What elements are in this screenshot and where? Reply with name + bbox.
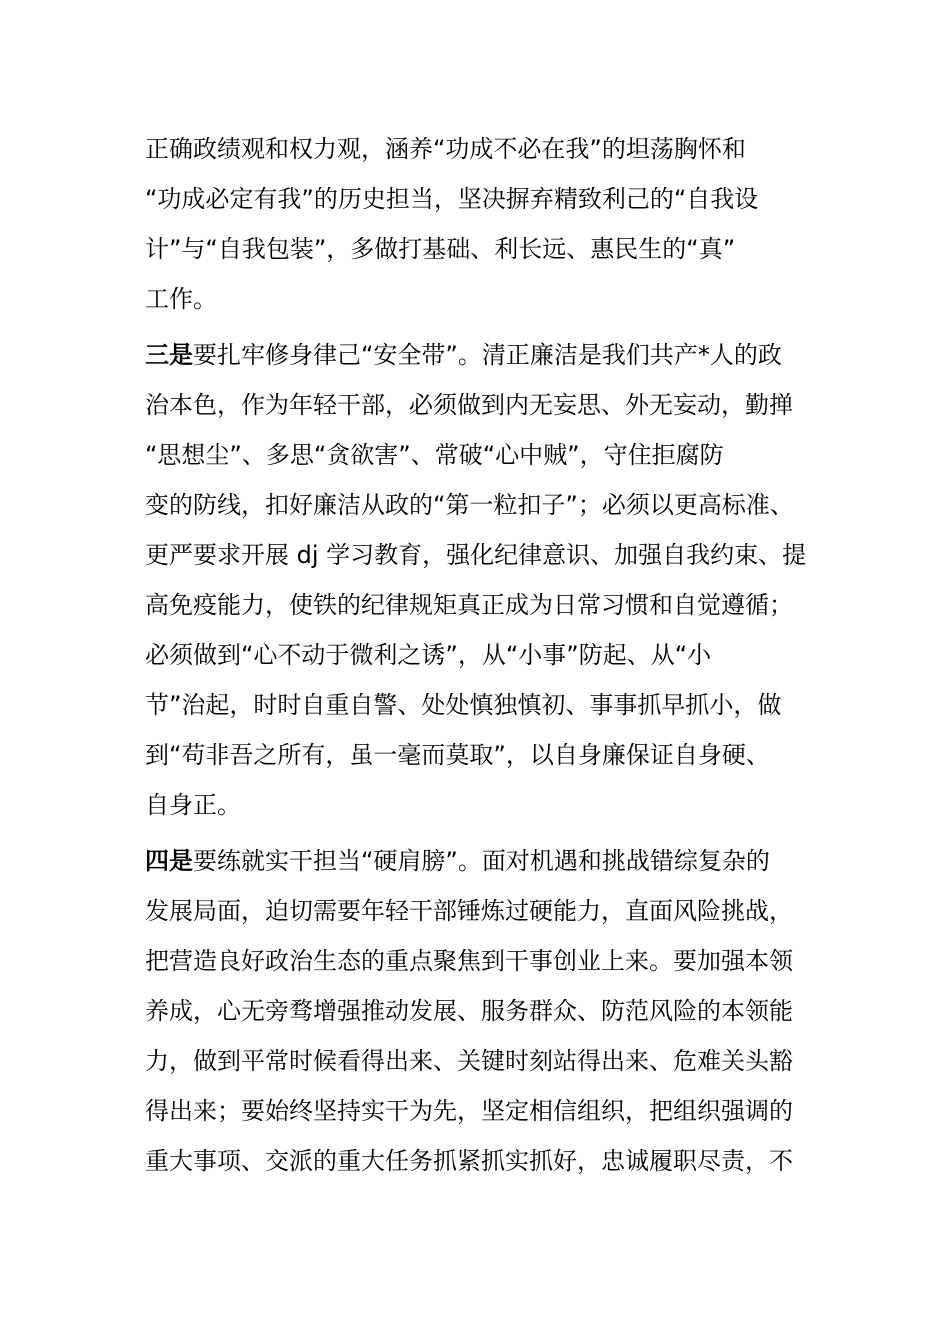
- paragraph-line: 高免疫能力，使铁的纪律规矩真正成为日常习惯和自觉遵循；: [145, 591, 793, 619]
- paragraph-line: 力，做到平常时候看得出来、关键时刻站得出来、危难关头豁: [145, 1047, 793, 1075]
- paragraph-line: 变的防线，扣好廉洁从政的“第一粒扣子”；必须以更高标准、: [145, 491, 794, 519]
- paragraph-line: 三是要扎牢修身律己“安全带”。清正廉洁是我们共产*人的政: [145, 341, 782, 369]
- paragraph-line: 节”治起，时时自重自警、处处慎独慎初、事事抓早抓小，做: [145, 691, 782, 719]
- paragraph-lead: 四是: [145, 847, 193, 875]
- paragraph-line: 必须做到“心不动于微利之诱”，从“小事”防起、从“小: [145, 641, 712, 669]
- paragraph-line: 养成，心无旁骛增强推动发展、服务群众、防范风险的本领能: [145, 997, 793, 1025]
- paragraph-line: 计”与“自我包装”，多做打基础、利长远、惠民生的“真”: [145, 235, 736, 263]
- paragraph-line: 到“苟非吾之所有，虽一毫而莫取”，以自身廉保证自身硬、: [145, 741, 770, 769]
- paragraph-line: 得出来；要始终坚持实干为先，坚定相信组织，把组织强调的: [145, 1097, 793, 1125]
- paragraph-line: 正确政绩观和权力观，涵养“功成不必在我”的坦荡胸怀和: [145, 135, 746, 163]
- paragraph-line: 自身正。: [145, 791, 241, 819]
- paragraph-lead: 三是: [145, 341, 193, 369]
- paragraph-line: 发展局面，迫切需要年轻干部锤炼过硬能力，直面风险挑战，: [145, 897, 793, 925]
- paragraph-line: 更严要求开展 dj 学习教育，强化纪律意识、加强自我约束、提: [145, 541, 807, 569]
- paragraph-line: 把营造良好政治生态的重点聚焦到干事创业上来。要加强本领: [145, 947, 793, 975]
- paragraph-line: 治本色，作为年轻干部，必须做到内无妄思、外无妄动，勤掸: [145, 391, 793, 419]
- paragraph-line: “思想尘”、多思“贪欲害”、常破“心中贼”，守住拒腐防: [145, 441, 724, 469]
- paragraph-line: “功成必定有我”的历史担当，坚决摒弃精致利己的“自我设: [145, 185, 759, 213]
- paragraph-line: 工作。: [145, 285, 217, 313]
- paragraph-line: 四是要练就实干担当“硬肩膀”。面对机遇和挑战错综复杂的: [145, 847, 770, 875]
- paragraph-line: 重大事项、交派的重大任务抓紧抓实抓好，忠诚履职尽责，不: [145, 1147, 793, 1175]
